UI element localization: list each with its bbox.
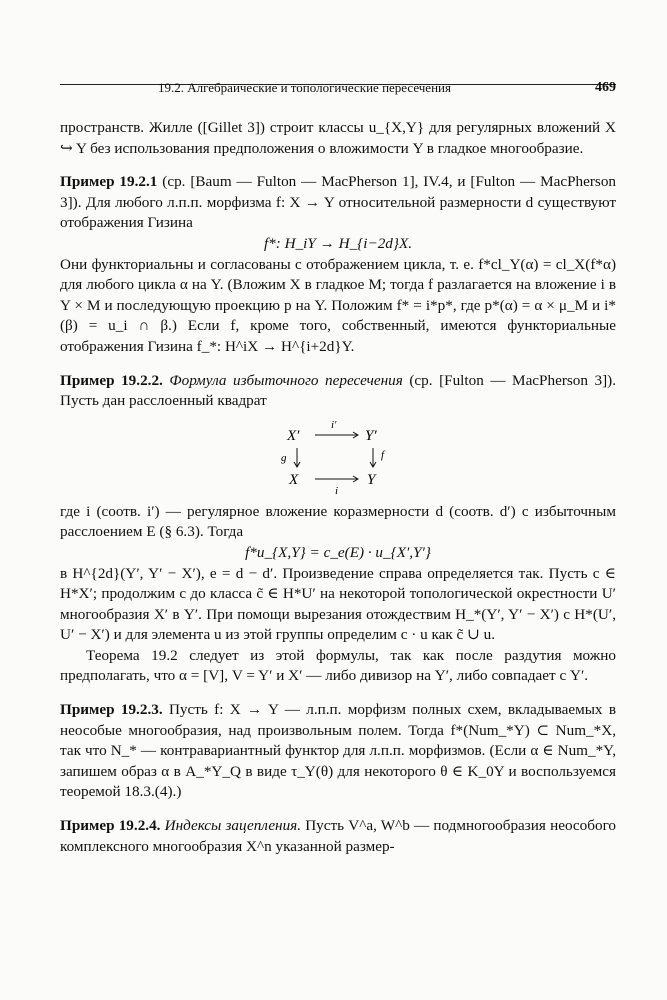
running-header bbox=[60, 80, 616, 95]
diagram-top-left: X′ bbox=[287, 427, 300, 444]
fibre-square-diagram bbox=[273, 418, 403, 498]
top-arrow-label: i′ bbox=[331, 418, 337, 431]
right-arrow-label: f bbox=[381, 448, 385, 461]
example-19-2-4 bbox=[60, 816, 616, 857]
body-text bbox=[60, 118, 616, 857]
diagram-top-right: Y′ bbox=[365, 427, 377, 444]
example-19-2-3 bbox=[60, 700, 616, 803]
running-head: 19.2. Алгебраические и топологические пересечения bbox=[158, 80, 451, 95]
formula-excess: f*u_{X,Y} = c_e(E) · u_{X′,Y′} bbox=[245, 543, 431, 561]
example-text: Пусть f: X → Y — л.п.п. морфизм полных схем, вкладываемых в неособые многообразия, над произвольным полем. Тогда f*(Num_*Y) ⊂ Num_*X, так что N_* — контравариантный функтор для л.п.п. морфизмов. (Если α ∈ Num_*Y, запишем образ α в A_*Y_Q в виде τ_Y(θ) для некоторого θ ∈ K_0Y и воспользуемся теоремой 18.3.(4).) bbox=[60, 701, 617, 801]
example-label: Пример 19.2.3. bbox=[60, 701, 163, 719]
paragraph-1: пространств. Жилле ([Gillet 3]) строит классы u_{X,Y} для регулярных вложений X ↪ Y без использования предположения о вложимости Y в гладкое многообразие. bbox=[60, 119, 616, 157]
example-label: Пример 19.2.2. bbox=[60, 371, 163, 389]
paragraph-5: где i (соотв. i′) — регулярное вложение коразмерности d (соотв. d′) с избыточным расслоением E (§ 6.3). Тогда bbox=[60, 502, 616, 541]
bottom-arrow-label: i bbox=[335, 484, 339, 497]
left-arrow-label: g bbox=[281, 451, 287, 464]
paragraph-6: в H^{2d}(Y′, Y′ − X′), e = d − d′. Произведение справа определяется так. Пусть c ∈ H*X′; продолжим c до класса c̃ ∈ H*U′ на некоторой топологической окрестности U′ многообразия X′ в Y′. При помощи вырезания отождествим H_*(Y′, Y′ − X′) с H*(U′, U′ − X′) и для элемента u из этой группы определим c · u как c̃ ∪ u. bbox=[60, 564, 616, 644]
formula-gysin: f*: H_iY → H_{i−2d}X. bbox=[263, 234, 413, 252]
page-number: 469 bbox=[595, 80, 616, 95]
example-label: Пример 19.2.4. bbox=[60, 817, 161, 835]
example-label: Пример 19.2.1 bbox=[60, 173, 158, 191]
example-19-2-1 bbox=[60, 172, 616, 234]
example-title: Формула избыточного пересечения bbox=[169, 371, 403, 389]
example-19-2-2 bbox=[60, 371, 616, 412]
example-text: (ср. [Baum — Fulton — MacPherson 1], IV.4, и [Fulton — MacPherson 3]). Для любого л.п.п. морфизма f: X → Y относительной размерности d существуют отображения Гизина bbox=[60, 173, 617, 232]
example-title: Индексы зацепления. bbox=[164, 817, 302, 835]
paragraph-7: Теорема 19.2 следует из этой формулы, так как после раздутия можно предполагать, что α = [V], V = Y′ и X′ — либо дивизор на Y′, либо совпадает с Y′. bbox=[60, 646, 616, 685]
example-text: (ср. [Fulton — MacPherson 3]). Пусть дан расслоенный квадрат bbox=[60, 371, 617, 410]
diagram-bottom-left: X bbox=[289, 471, 299, 488]
page bbox=[60, 0, 616, 1000]
paragraph-3: Они функториальны и согласованы с отображением цикла, т. е. f*cl_Y(α) = cl_X(f*α) для любого цикла α на Y. (Вложим X в гладкое M; тогда f разлагается на вложение i в Y × M и последующую проекцию p на Y. Положим f* = i*p*, где p*(α) = α × μ_M и i*(β) = u_i ∩ β.) Если f, кроме того, собственный, имеются функториальные отображения Гизина f_*: H^iX → H^{i+2d}Y. bbox=[60, 255, 616, 355]
diagram-bottom-right: Y bbox=[367, 471, 376, 488]
example-text: Пусть V^a, W^b — подмногообразия неособого комплексного многообразия X^n указанной размер- bbox=[60, 817, 617, 855]
